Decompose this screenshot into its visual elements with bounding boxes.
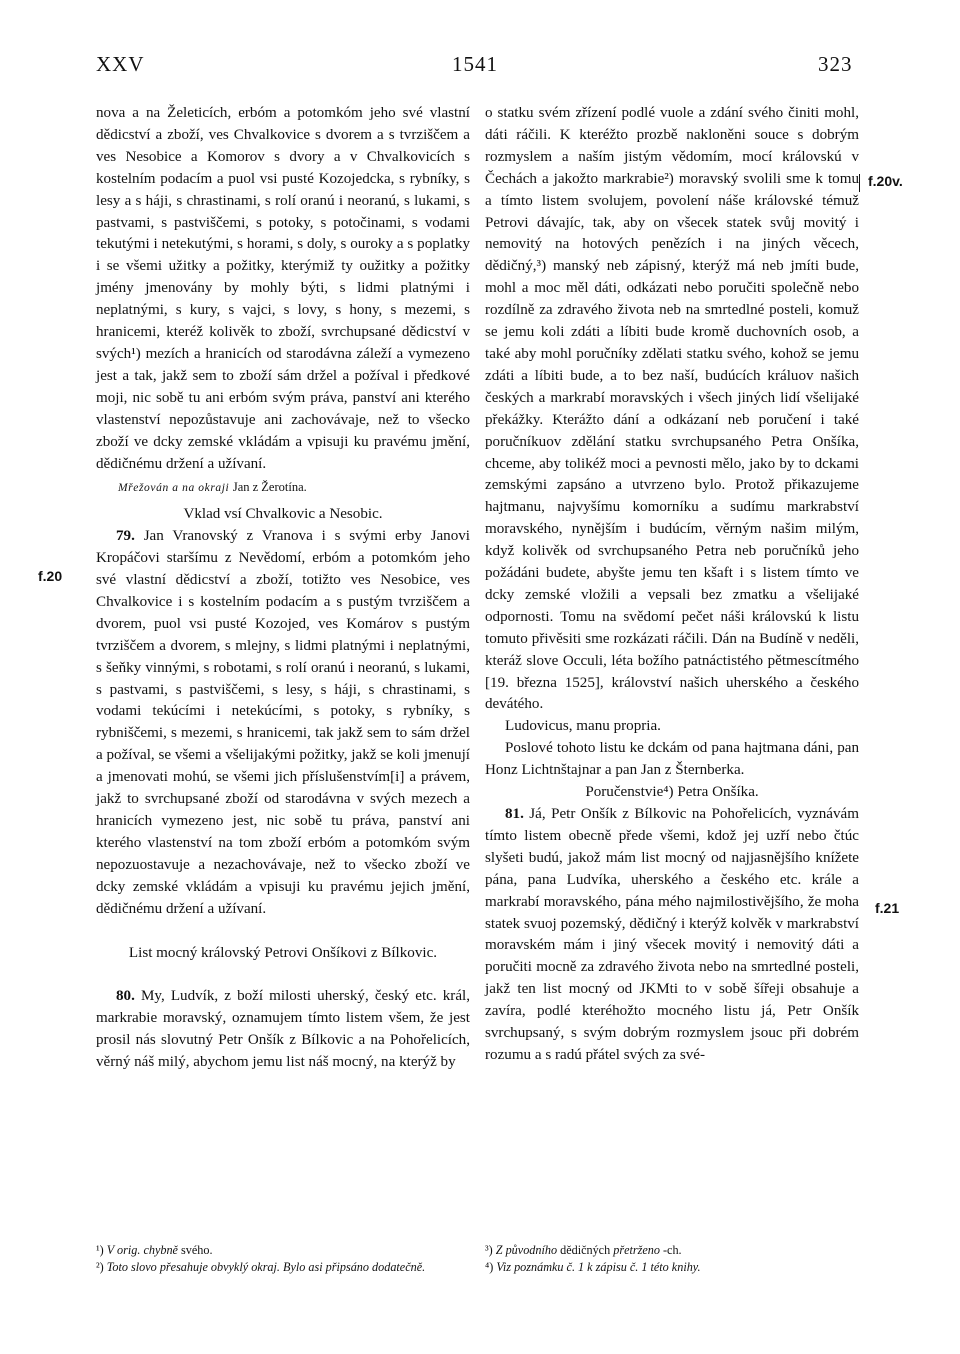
left-column (96, 103, 470, 1074)
right-column (485, 103, 859, 1067)
footnote-2-mark: ²) (96, 1260, 104, 1274)
entry-80-number: 80. (116, 988, 135, 1005)
footnote-4-mark: ⁴) (485, 1260, 494, 1274)
chapter-roman-numeral: XXV (96, 52, 145, 76)
footnote-2-text: Toto slovo přesahuje obvyklý okraj. Bylo asi připsáno dodatečně. (106, 1260, 426, 1274)
footnote-4 (485, 1259, 859, 1276)
royal-signature: Ludovicus, manu propria. (505, 718, 661, 735)
footnote-3-text-c: přetrženo (613, 1243, 660, 1257)
footnote-3-text-b: dědičných (560, 1243, 611, 1257)
entry-79-body: Jan Vranovský z Vranova i s svými erby Janovi Kropáčovi staršímu z Nevědomí, erbóm a potomkóm jeho své vlastní dědicství a zboží, totižto ves Nesobice, ves Chvalkovice i s kostelním podacím a s pustým tvrziščem a dvorem, puol vsi pusté Kozojed, ves Komárov s pustým tvrziščem a dvorem, s mlejny, s lidmi platnými i neplatnými, s šeňky vinnými, s robotami, s rolí oranú i neoranú, s lukami, s pastvami, s pastviščemi, s lesy, s háji, s chrastinami, s vodami tekúcími i netekúcími, s potoky, s rybníky, s rybniščemi, s mezemi, s hranicemi, tak jakž sem to sám držel a požíval, se všemi a všelijakými požitky, jakž se koli jmenují a jmenovati mohú, se všemi jich příslušenstvím[i] a právem, jakž to svrchupsané zboží od starodávna v svých mezech a hranicích vymezeno jest, nic sobě tu práva, panství ani kterého vlastenství na tom zboží erbóm a potomkóm svým nepozuostavuje a nezachovávaje, než to všecko zboží ve dcky zemské vkládám a vpisuji ku pravému jejich jmění, dědičnému držení a užívaní. (96, 528, 470, 917)
footnote-4-text: Viz poznámku č. 1 k zápisu č. 1 této knihy. (496, 1260, 701, 1274)
entry-81-body: Já, Petr Onšík z Bílkovic na Pohořelicích, vyznávám tímto listem obecně přede všemi, kdož jej uzří nebo čtúc slyšeti budú, jakož mám list mocný od najjasnějšího knížete pána, pana Ludvíka, uherského a českého etc. krále a markrabí moravského, pána mého najmilostivějšího, že moha statek svuoj pozemský, dědičný i kterýž kolvěk v markrabství moravském mám i jiný všecek movitý i nemovitý dáti a poručiti mocně za zdravého života nebo na smrtedlné posteli, jakž ten list mocný od JKMti to v sobě šířeji obsahuje a zavíra, podlé kteréhožto mocného listu já, Petr Onšík svrchupsaný, s svým dobrým rozmyslem jsouc při dobrém rozumu a s radú přátel svých za své- (485, 806, 859, 1063)
footnote-2 (96, 1259, 470, 1276)
margin-folio-21: f.21 (875, 900, 900, 916)
signed-note-italic: Mřežován a na okraji (118, 482, 230, 495)
entry-80-text (96, 986, 470, 1074)
signed-note-name: Jan z Žerotína. (232, 480, 307, 495)
messengers-note: Poslové tohoto listu ke dckám od pana hajtmana dáni, pan Honz Lichtnštajnar a pan Jan z Šternberka. (485, 740, 859, 779)
entry-79-text (96, 526, 470, 920)
entry-79-number: 79. (116, 528, 135, 545)
year-heading: 1541 (452, 52, 498, 76)
entry-81-number: 81. (505, 806, 524, 822)
footnote-1-text: V orig. chybně (106, 1243, 178, 1257)
footnote-3-text-a: Z původního (495, 1243, 558, 1257)
footnote-1-word: svého. (181, 1243, 213, 1257)
margin-folio-20v: f.20v. (868, 173, 903, 189)
signed-note (96, 477, 470, 500)
footnote-1 (96, 1242, 470, 1259)
footnote-3 (485, 1242, 859, 1259)
footnote-3-mark: ³) (485, 1243, 493, 1257)
page-number: 323 (818, 52, 853, 76)
footnote-3-text-d: -ch. (663, 1243, 682, 1257)
margin-folio-20: f.20 (38, 568, 63, 584)
footnotes-left (96, 1242, 470, 1276)
entry-81-text (485, 804, 859, 1067)
entry-79-heading: Vklad vsí Chvalkovic a Nesobic. (183, 506, 383, 523)
intro-paragraph: nova a na Želeticích, erbóm a potomkóm jeho své vlastní dědicství a zboží, ves Chvalkovice s dvorem a s tvrziščem a ves Nesobice a Komorov s dvory a v Chvalkovicích s kostelním podacím a puol vsi pusté Kozojedcka, s rybníky, s lesy a s háji, s chrastinami, s rolí oranú i neoranú, s lukami, s pastvami, s pastviščemi, s potoky, s potočinami, s vodami tekutými i netekutými, s horami, s doly, s ouroky a s poplatky i se všemi užitky a požitky, kterýmiž ty oužitky a požitky jmény jmenovány by mohly býti, s lidmi platnými i neplatnými, s kury, s vajci, s lovy, s hony, s mezemi, s hranicemi, kteréž kolivěk to zboží, svrchupsané dědicství v svých¹) mezích a hranicích od starodávna záleží a vymezeno jest a tak, jakž sem to zboží sám držel a požíval i předkové moji, nic sobě tu ani erbóm svým práva, panství ani kterého vlastenství nepozůstavuje ani zachovávaje, než to všecko zboží ve dcky zemské vkládám a vpisuji ku pravému jmění, dědičnému držení a užívaní. (96, 105, 470, 472)
footnotes-right (485, 1242, 859, 1276)
entry-80-heading: List mocný královský Petrovi Onšíkovi z Bílkovic. (128, 944, 438, 961)
entry-80-body: My, Ludvík, z boží milosti uherský, český etc. král, markrabie moravský, oznamujem tímto listem všem, že jest prosil nás slovutný Petr Onšík z Bílkovic a na Pohořelicích, věrný náš milý, abychom jemu list náš mocný, na kterýž by (96, 988, 470, 1071)
entry-80-continued: o statku svém zřízení podlé vuole a zdání svého činiti mohl, dáti ráčili. K kteréžto prozbě nakloněni souce s dobrým rozmyslem a naším jistým vědomím, mocí královskú v Čechách a jakožto markrabie²) moravský svolili sme k tomu a tímto listem svolujem, povolení náše královské témuž Petrovi dávajíc, tak, aby on všecek statek svůj movitý i nemovitý na hotových penězích i na jiných věcech, dědičný,³) manský neb zápisný, kterýž má neb jmíti bude, mohl a moc měl dáti, odkázati nebo poručiti společně nebo rozdílně za zdravého života neb na smrtedlné posteli, komuž se jemu koli zdáti a líbiti bude kromě duchovních osob, a také aby mohl poručníky zdělati statku svého, kohož se jemu zdáti a líbiti bude, a to bez naší, budúcích králuov našich českých a markrabí moravských i všech jiných lidí všelijaké překážky. Kterážto dání a odkázaní neb poručení i také poručníkuov zdělání statku svrchupsaného Petra Onšíka, chceme, aby tolikéž moci a pevnosti mělo, jako by to dckami zemskými zapsáno a utvrzeno bylo. Protož přikazujeme hajtmanu, najvyšímu komorníku a sudímu markrabství moravského, nynějším i budúcím, věrným našim milým, když kolivěk od svrchupsaného Petra neb poručníků jeho požádáni budete, abyšte jemu ten kšaft i s listem tímto ve dcky zemské vložili a vepsali bez zmatku a všelijaké odpornosti. Tomu na svědomí pečet náši královskú k listu tomuto přivěsiti sme rozkázati ráčili. Dán na Budíně v neděli, kteráž slove Occuli, léta božího patnáctistého pětmescítmého [19. března 1525], království našich uherského a českého devátého. (485, 105, 859, 713)
footnote-1-mark: ¹) (96, 1243, 104, 1257)
entry-81-heading: Poručenstvie⁴) Petra Onšíka. (585, 784, 759, 801)
